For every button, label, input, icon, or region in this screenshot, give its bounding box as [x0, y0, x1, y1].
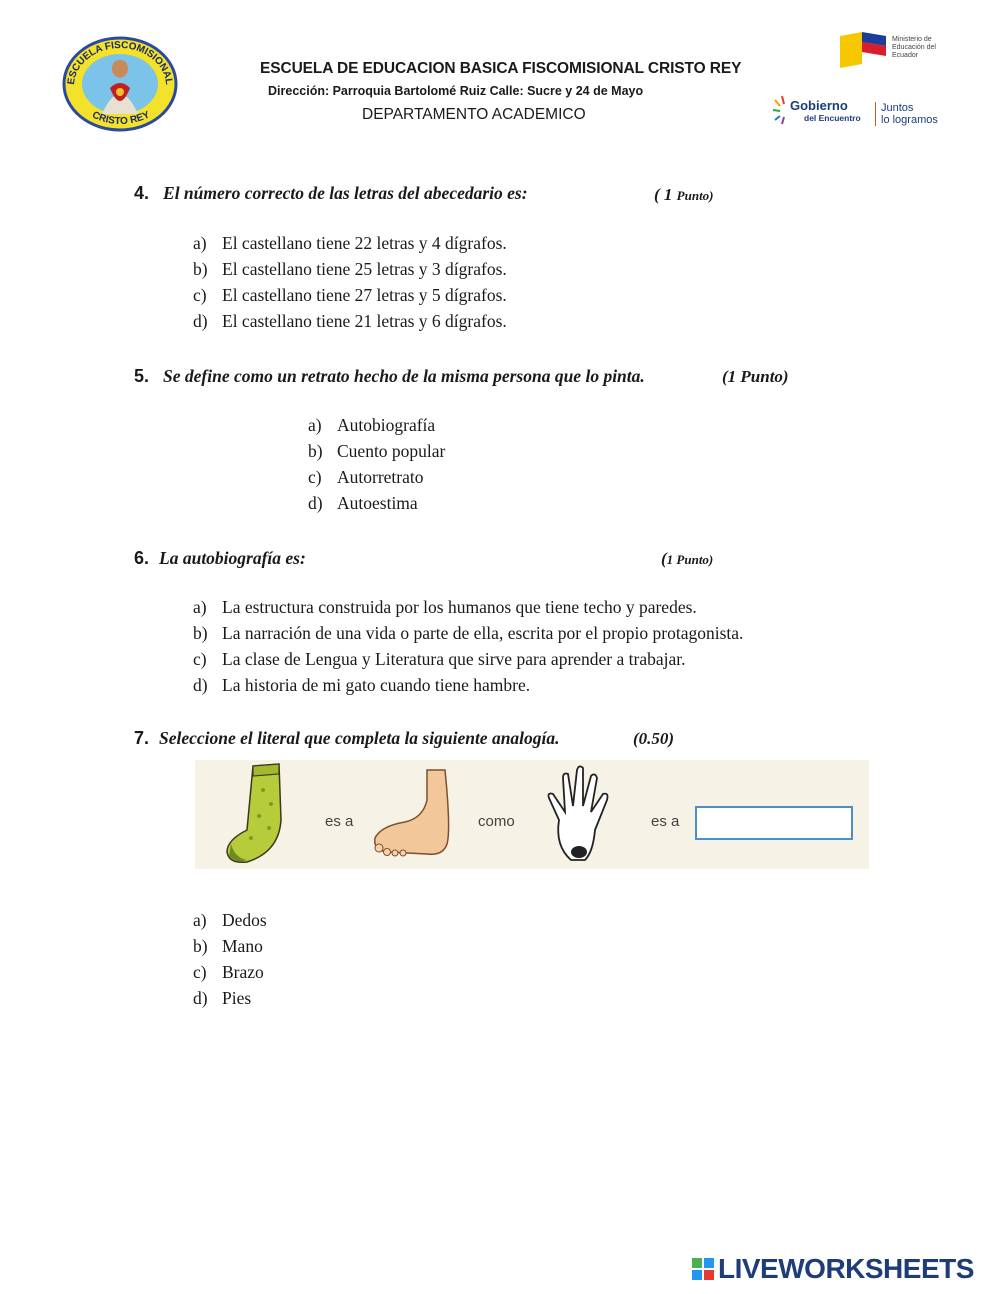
option-a[interactable] — [193, 594, 743, 620]
option-a[interactable] — [193, 907, 267, 933]
option-d[interactable] — [308, 490, 445, 516]
option-text: Cuento popular — [337, 441, 446, 461]
ministry-text: Ministerio de Educación del Ecuador — [892, 36, 936, 59]
option-a[interactable] — [308, 412, 445, 438]
department-title: DEPARTAMENTO ACADEMICO — [362, 106, 586, 123]
option-letter: d) — [193, 988, 208, 1008]
school-address: Dirección: Parroquia Bartolomé Ruiz Calle: Sucre y 24 de Mayo — [268, 84, 644, 98]
sock-image — [217, 760, 297, 869]
gov-sub: del Encuentro — [804, 113, 861, 123]
option-text: Autoestima — [337, 493, 418, 513]
points-word: 1 Punto) — [666, 552, 714, 567]
option-letter: a) — [193, 233, 207, 253]
question-7-title — [134, 728, 560, 749]
school-name: ESCUELA DE EDUCACION BASICA FISCOMISIONAL CRISTO REY — [260, 60, 742, 77]
option-letter: a) — [308, 415, 322, 435]
liveworksheets-text: LIVEWORKSHEETS — [718, 1253, 974, 1284]
option-b[interactable] — [193, 256, 507, 282]
option-letter: b) — [193, 259, 208, 279]
option-b[interactable] — [193, 620, 743, 646]
option-text: El castellano tiene 21 letras y 6 dígrafos. — [222, 311, 507, 331]
question-6-title — [134, 548, 306, 569]
option-text: Brazo — [222, 962, 264, 982]
gov-slogan — [875, 102, 938, 126]
points-prefix: ( 1 — [654, 185, 677, 204]
svg-text:ESCUELA FISCOMISIONAL — [66, 40, 174, 85]
gov-slogan-line-1: Juntos — [881, 102, 914, 114]
option-text: Autorretrato — [337, 467, 424, 487]
question-4-text: El número correcto de las letras del abecedario es: — [163, 183, 528, 203]
option-text: El castellano tiene 25 letras y 3 dígrafos. — [222, 259, 507, 279]
option-letter: a) — [193, 910, 207, 930]
school-logo — [60, 34, 180, 134]
gov-name: Gobierno — [790, 98, 848, 113]
question-7-text: Seleccione el literal que completa la siguiente analogía. — [159, 728, 560, 748]
analogy-answer-input[interactable] — [695, 806, 853, 840]
analogy-word-2: como — [478, 813, 515, 830]
liveworksheets-brand[interactable] — [692, 1252, 992, 1286]
option-letter: c) — [193, 649, 207, 669]
option-text: El castellano tiene 27 letras y 5 dígrafos. — [222, 285, 507, 305]
question-5-number: 5. — [134, 366, 150, 386]
option-letter: a) — [193, 597, 207, 617]
option-d[interactable] — [193, 672, 743, 698]
question-6-points — [661, 549, 713, 569]
option-text: El castellano tiene 22 letras y 4 dígrafos. — [222, 233, 507, 253]
option-a[interactable] — [193, 230, 507, 256]
question-4-title — [134, 183, 528, 204]
option-text: Mano — [222, 936, 263, 956]
question-7-number: 7. — [134, 728, 150, 748]
option-b[interactable] — [193, 933, 267, 959]
option-c[interactable] — [193, 646, 743, 672]
option-d[interactable] — [193, 985, 267, 1011]
question-7-options — [193, 907, 267, 1011]
option-b[interactable] — [308, 438, 445, 464]
ministry-logo — [840, 32, 950, 68]
question-5-points: (1 Punto) — [722, 367, 789, 386]
question-5-title — [134, 366, 645, 387]
option-text: Dedos — [222, 910, 267, 930]
logo-text-top: ESCUELA FISCOMISIONAL — [65, 39, 175, 86]
option-letter: b) — [193, 623, 208, 643]
gov-slogan-line-2: lo logramos — [881, 114, 938, 126]
option-letter: c) — [193, 285, 207, 305]
svg-text:CRISTO REY — [90, 109, 151, 127]
question-4-number: 4. — [134, 183, 150, 203]
option-text: La narración de una vida o parte de ella, escrita por el propio protagonista. — [222, 623, 744, 643]
option-letter: c) — [193, 962, 207, 982]
option-letter: c) — [308, 467, 322, 487]
points-prefix: ( — [661, 549, 667, 568]
option-text: La estructura construida por los humanos que tiene techo y paredes. — [222, 597, 697, 617]
foot-image — [367, 760, 457, 869]
option-c[interactable] — [308, 464, 445, 490]
option-letter: d) — [193, 311, 208, 331]
option-text: La historia de mi gato cuando tiene hambre. — [222, 675, 531, 695]
option-letter: b) — [193, 936, 208, 956]
question-5-text: Se define como un retrato hecho de la misma persona que lo pinta. — [163, 366, 645, 386]
question-6-options — [193, 594, 743, 698]
question-4-points — [654, 185, 714, 205]
option-text: Autobiografía — [337, 415, 436, 435]
question-7-points: (0.50) — [633, 729, 675, 748]
option-text: Pies — [222, 988, 252, 1008]
analogy-word-1: es a — [325, 813, 354, 830]
option-c[interactable] — [193, 959, 267, 985]
points-word: Punto) — [676, 188, 714, 203]
option-letter: b) — [308, 441, 323, 461]
liveworksheets-icon — [692, 1258, 716, 1282]
option-letter: d) — [308, 493, 323, 513]
government-logo — [772, 88, 952, 132]
analogy-strip — [195, 760, 869, 869]
option-letter: d) — [193, 675, 208, 695]
logo-text-bottom: CRISTO REY — [90, 109, 152, 128]
option-d[interactable] — [193, 308, 507, 334]
analogy-word-3: es a — [651, 813, 680, 830]
option-c[interactable] — [193, 282, 507, 308]
question-4-options — [193, 230, 507, 334]
option-text: La clase de Lengua y Literatura que sirve para aprender a trabajar. — [222, 649, 686, 669]
question-6-text: La autobiografía es: — [159, 548, 306, 568]
question-6-number: 6. — [134, 548, 150, 568]
question-5-options — [308, 412, 445, 516]
glove-image — [541, 760, 621, 869]
